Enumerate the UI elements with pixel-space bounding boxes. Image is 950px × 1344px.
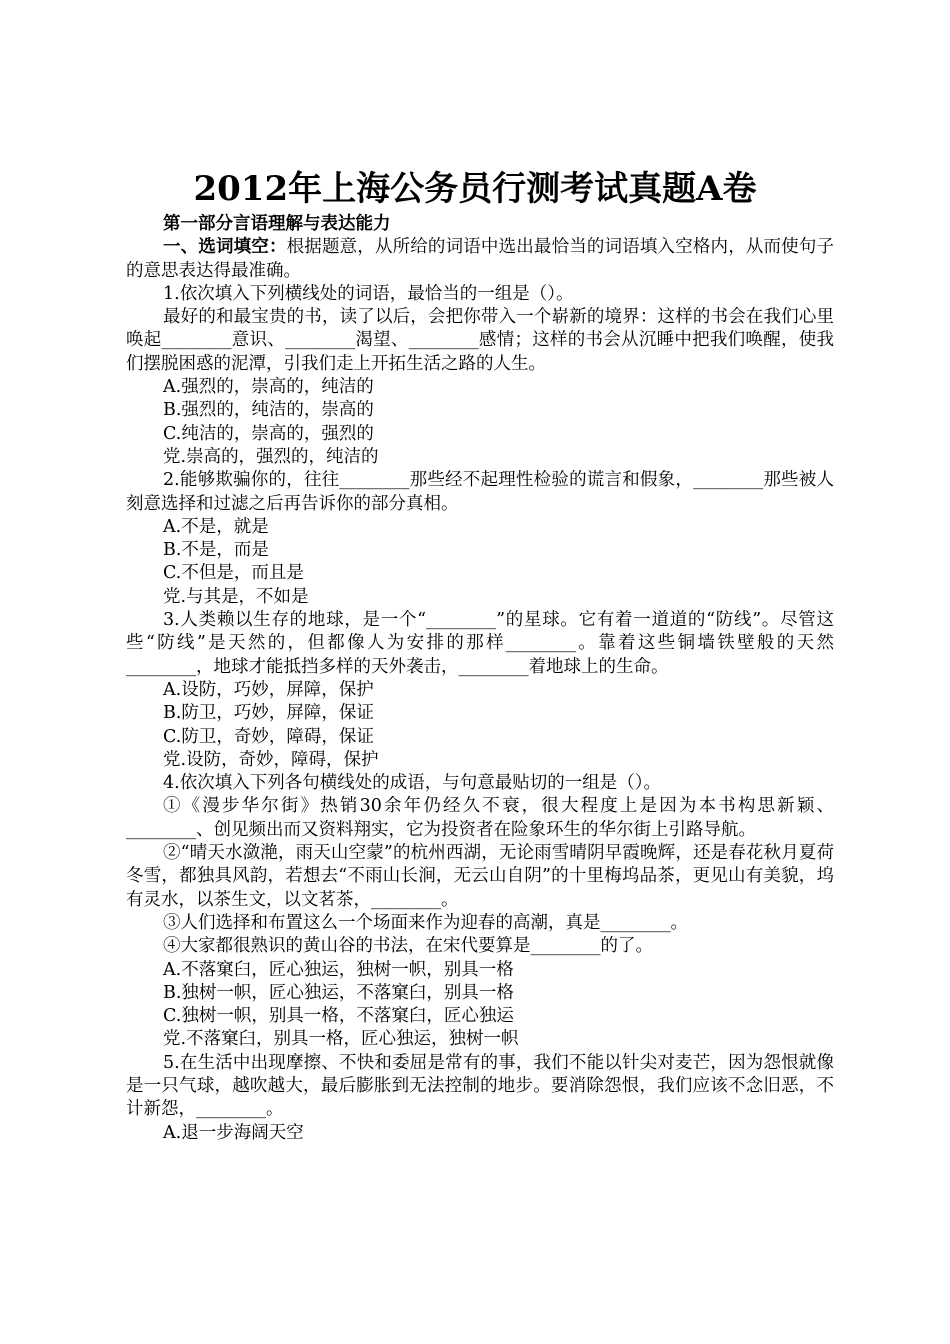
q2-stem: 2.能够欺骗你的，往往________那些经不起理性检验的谎言和假象，________那些被人刻意选择和过滤之后再告诉你的部分真相。 xyxy=(126,470,834,514)
q4-option-b: B.独树一帜，匠心独运，不落窠臼，别具一格 xyxy=(163,982,514,1003)
q3-stem: 3.人类赖以生存的地球，是一个“________”的星球。它有着一道道的“防线”。尽管这些“防线”是天然的，但都像人为安排的那样________。靠着这些铜墙铁壁般的天然________，地球才能抵挡多样的天外袭击，________着地球上的生命。 xyxy=(126,610,834,677)
q1-option-b: B.强烈的，纯洁的，崇高的 xyxy=(163,400,374,421)
q2-option-d: 党.与其是，不如是 xyxy=(163,586,309,607)
q5-stem: 5.在生活中出现摩擦、不快和委屈是常有的事，我们不能以针尖对麦芒，因为怨恨就像是一只气球，越吹越大，最后膨胀到无法控制的地步。要消除怨恨，我们应该不念旧恶，不计新怨，________。 xyxy=(126,1052,834,1120)
q3-option-c: C.防卫，奇妙，障碍，保证 xyxy=(163,726,374,747)
document-title: 2012年上海公务员行测考试真题A卷 xyxy=(193,169,757,209)
section-intro xyxy=(126,236,834,283)
q3-option-d: 党.设防，奇妙，障碍，保护 xyxy=(163,749,379,770)
section-text: 根据题意，从所给的词语中选出最恰当的词语填入空格内，从而使句子的意思表达得最准确。 xyxy=(126,237,835,281)
q4-sentence-3: ③人们选择和布置这么一个场面来作为迎春的高潮，真是________。 xyxy=(163,912,688,933)
q1-passage: 最好的和最宝贵的书，读了以后，会把你带入一个崭新的境界：这样的书会在我们心里唤起________意识、________渴望、________感情；这样的书会从沉睡中把我们唤醒，使我们摆脱困惑的泥潭，引我们走上开拓生活之路的人生。 xyxy=(126,307,834,374)
section-label: 一、选词填空： xyxy=(163,237,287,258)
q4-option-c: C.独树一帜，别具一格，不落窠臼，匠心独运 xyxy=(163,1006,514,1027)
q4-sentence-2: ②“晴天水潋滟，雨天山空蒙”的杭州西湖，无论雨雪晴阴早霞晚辉，还是春花秋月夏荷冬雪，都独具风韵，若想去“不雨山长涧，无云山自阴”的十里梅坞品茶，更见山有美貌，坞有灵水，以茶生文，以文茗茶，________。 xyxy=(126,843,834,910)
q1-stem: 1.依次填入下列横线处的词语，最恰当的一组是（）。 xyxy=(163,283,574,304)
q4-stem: 4.依次填入下列各句横线处的成语，与句意最贴切的一组是（）。 xyxy=(163,773,661,794)
q1-option-a: A.强烈的，崇高的，纯洁的 xyxy=(163,377,374,398)
q1-option-d: 党.崇高的，强烈的，纯洁的 xyxy=(163,446,379,467)
q1-option-c: C.纯洁的，崇高的，强烈的 xyxy=(163,423,374,444)
part-heading: 第一部分言语理解与表达能力 xyxy=(163,214,391,234)
q3-option-a: A.设防，巧妙，屏障，保护 xyxy=(163,679,374,700)
document-body xyxy=(126,213,834,1145)
q5-option-a: A.退一步海阔天空 xyxy=(163,1122,304,1143)
q4-option-d: 党.不落窠臼，别具一格，匠心独运，独树一帜 xyxy=(163,1029,519,1050)
q4-sentence-4: ④大家都很熟识的黄山谷的书法，在宋代要算是________的了。 xyxy=(163,936,653,957)
q2-option-a: A.不是，就是 xyxy=(163,516,269,537)
q2-option-b: B.不是，而是 xyxy=(163,540,269,561)
q4-sentence-1: ①《漫步华尔街》热销30余年仍经久不衰，很大程度上是因为本书构思新颖、________、创见频出而又资料翔实，它为投资者在险象环生的华尔街上引路导航。 xyxy=(126,796,834,840)
q4-option-a: A.不落窠臼，匠心独运，独树一帜，别具一格 xyxy=(163,959,514,980)
q2-option-c: C.不但是，而且是 xyxy=(163,563,304,584)
q3-option-b: B.防卫，巧妙，屏障，保证 xyxy=(163,703,374,724)
